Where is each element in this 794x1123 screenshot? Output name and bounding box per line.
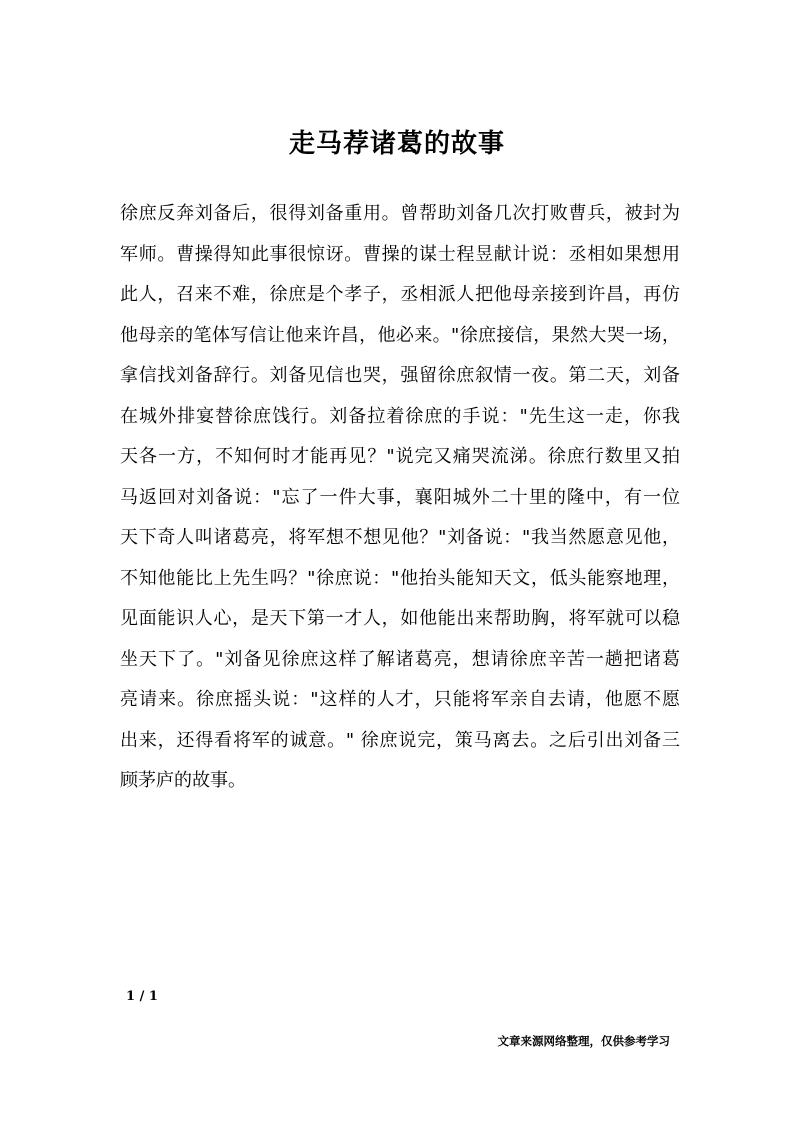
- paragraph-line: 见面能识人心，是天下第一才人，如他能出来帮助胸，将军就可以稳: [120, 608, 680, 629]
- paragraph-line: 徐庶反奔刘备后，很得刘备重用。曾帮助刘备几次打败曹兵，被封为: [120, 203, 680, 224]
- paragraph-line: 此人，召来不难，徐庶是个孝子，丞相派人把他母亲接到许昌，再仿: [120, 284, 680, 305]
- source-note: 文章来源网络整理，仅供参考学习: [497, 1034, 670, 1048]
- paragraph-line: 出来，还得看将军的诚意。" 徐庶说完，策马离去。之后引出刘备三: [120, 729, 680, 751]
- paragraph-line: 不知他能比上先生吗？"徐庶说："他抬头能知天文，低头能察地理，: [120, 567, 680, 589]
- paragraph-line: 亮请来。徐庶摇头说："这样的人才，只能将军亲自去请，他愿不愿: [120, 689, 680, 710]
- paragraph-line: 坐天下了。"刘备见徐庶这样了解诸葛亮，想请徐庶辛苦一趟把诸葛: [120, 648, 680, 670]
- body-paragraph: [120, 194, 680, 802]
- paragraph-line: 天下奇人叫诸葛亮，将军想不想见他？"刘备说："我当然愿意见他，: [120, 527, 680, 548]
- document-title: 走马荐诸葛的故事: [288, 129, 505, 159]
- paragraph-line: 天各一方，不知何时才能再见？"说完又痛哭流涕。徐庶行数里又拍: [120, 446, 680, 467]
- paragraph-line: 拿信找刘备辞行。刘备见信也哭，强留徐庶叙情一夜。第二天，刘备: [120, 365, 680, 386]
- paragraph-line: 马返回对刘备说："忘了一件大事，襄阳城外二十里的隆中，有一位: [120, 486, 680, 508]
- paragraph-line: 军师。曹操得知此事很惊讶。曹操的谋士程昱献计说：丞相如果想用: [120, 243, 680, 265]
- paragraph-line: 他母亲的笔体写信让他来许昌，他必来。"徐庶接信，果然大哭一场，: [120, 324, 680, 346]
- paragraph-line: 在城外排宴替徐庶饯行。刘备拉着徐庶的手说："先生这一走，你我: [120, 405, 680, 427]
- paragraph-line: 顾茅庐的故事。: [120, 770, 246, 791]
- page-number: 1 / 1: [126, 989, 158, 1004]
